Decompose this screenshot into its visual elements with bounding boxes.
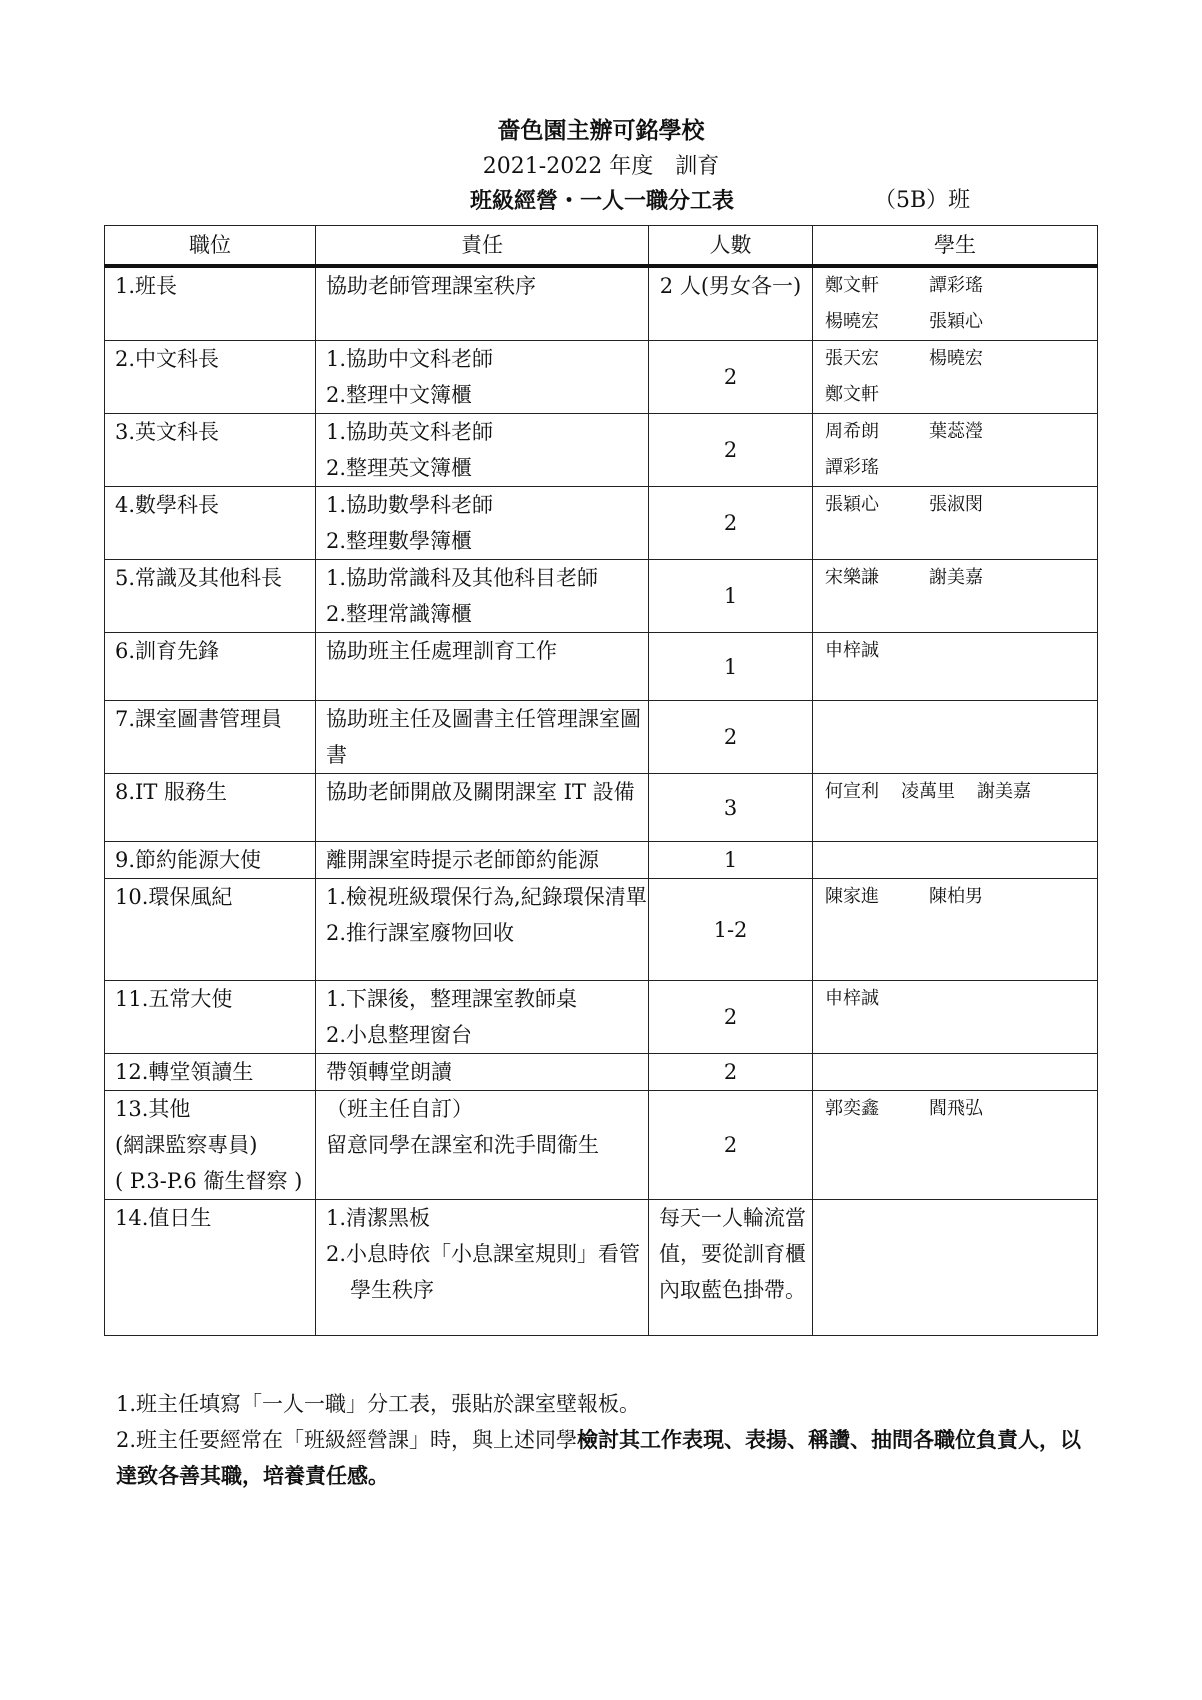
duty-item: 協助班主任處理訓育工作 <box>326 639 557 663</box>
position-label: 11.五常大使 <box>115 987 233 1011</box>
table-row <box>105 560 1098 633</box>
duty-item: 2.小息時依「小息課室規則」看管學生秩序 <box>326 1242 641 1302</box>
duty-item: 協助老師管理課室秩序 <box>326 274 536 298</box>
note-2 <box>116 1422 1096 1494</box>
position-label: 9.節約能源大使 <box>115 848 262 872</box>
student-name: 張穎心 <box>929 311 983 332</box>
duty-item: 留意同學在課室和洗手間衞生 <box>326 1133 599 1157</box>
sheet-title: 班級經營・一人一職分工表 <box>470 188 735 214</box>
student-name: 申梓誠 <box>825 640 879 661</box>
count-cell: 2 <box>649 1091 813 1200</box>
student-name: 鄭文軒 <box>825 275 879 296</box>
table-header-row <box>105 226 1098 267</box>
duty-item: 1.協助英文科老師 <box>326 420 494 444</box>
note-1: 1.班主任填寫「一人一職」分工表，張貼於課室壁報板。 <box>116 1392 641 1416</box>
duty-item: 1.下課後，整理課室教師桌 <box>326 987 578 1011</box>
duties-cell <box>316 341 649 414</box>
year-department: 2021-2022 年度 訓育 <box>482 154 720 179</box>
table-row <box>105 633 1098 701</box>
duties-cell <box>316 701 649 774</box>
count-cell: 1 <box>649 842 813 879</box>
duties-cell <box>316 560 649 633</box>
duty-item: 1.清潔黑板 <box>326 1206 431 1230</box>
school-name: 嗇色園主辦可銘學校 <box>497 117 705 144</box>
student-line <box>825 341 1097 377</box>
duties-cell <box>316 981 649 1054</box>
duty-item: 協助老師開啟及關閉課室 IT 設備 <box>326 780 635 804</box>
student-name: 陳柏男 <box>929 886 983 907</box>
student-line <box>825 377 1097 413</box>
duty-item: 1.協助數學科老師 <box>326 493 494 517</box>
duty-table <box>104 225 1098 1336</box>
student-name: 陳家進 <box>825 886 879 907</box>
count-cell: 2 <box>649 1054 813 1091</box>
student-name: 申梓誠 <box>825 988 879 1009</box>
position-label: 3.英文科長 <box>115 420 220 444</box>
students-cell <box>813 341 1098 414</box>
duties-cell <box>316 1091 649 1200</box>
duty-item: 2.推行課室廢物回收 <box>326 921 515 945</box>
duties-cell <box>316 1054 649 1091</box>
count-cell: 3 <box>649 774 813 842</box>
position-label: 6.訓育先鋒 <box>115 639 220 663</box>
position-label: 4.數學科長 <box>115 493 220 517</box>
count-cell: 每天一人輪流當值，要從訓育櫃內取藍色掛帶。 <box>649 1200 813 1336</box>
position-cell <box>105 1054 316 1091</box>
duty-item: 2.整理中文簿櫃 <box>326 383 473 407</box>
student-name: 張穎心 <box>825 494 879 515</box>
position-cell <box>105 414 316 487</box>
position-label: 2.中文科長 <box>115 347 220 371</box>
duty-item: 2.整理英文簿櫃 <box>326 456 473 480</box>
students-cell <box>813 1091 1098 1200</box>
students-cell <box>813 633 1098 701</box>
table-row <box>105 774 1098 842</box>
student-name: 謝美嘉 <box>977 781 1031 802</box>
position-cell <box>105 981 316 1054</box>
duty-item: 離開課室時提示老師節約能源 <box>326 848 599 872</box>
count-cell: 2 <box>649 981 813 1054</box>
position-cell <box>105 879 316 981</box>
table-row <box>105 266 1098 341</box>
header-duties: 責任 <box>316 226 649 267</box>
count-cell: 1 <box>649 633 813 701</box>
duty-item: 2.整理常識簿櫃 <box>326 602 473 626</box>
notes <box>116 1386 1096 1494</box>
position-cell <box>105 774 316 842</box>
position-label: 8.IT 服務生 <box>115 780 228 804</box>
position-label: 12.轉堂領讀生 <box>115 1060 254 1084</box>
table-row <box>105 1200 1098 1336</box>
position-label: ( P.3-P.6 衞生督察 ) <box>115 1169 303 1193</box>
student-name: 周希朗 <box>825 421 879 442</box>
count-cell: 2 <box>649 487 813 560</box>
student-line <box>825 633 1097 669</box>
student-name: 凌萬里 <box>901 781 955 802</box>
position-cell <box>105 701 316 774</box>
duties-cell <box>316 414 649 487</box>
class-label: （5B）班 <box>874 188 971 213</box>
table-row <box>105 879 1098 981</box>
table-row <box>105 1091 1098 1200</box>
student-line <box>825 1091 1097 1127</box>
students-cell <box>813 487 1098 560</box>
student-name: 楊曉宏 <box>825 311 879 332</box>
duties-cell <box>316 266 649 341</box>
students-cell <box>813 981 1098 1054</box>
students-cell <box>813 774 1098 842</box>
student-line <box>825 304 1097 340</box>
duty-item: 1.協助常識科及其他科目老師 <box>326 566 599 590</box>
position-cell <box>105 633 316 701</box>
duty-item: 1.檢視班級環保行為,紀錄環保清單 <box>326 885 647 909</box>
position-label: 10.環保風紀 <box>115 885 233 909</box>
student-line <box>825 268 1097 304</box>
duty-item: 1.協助中文科老師 <box>326 347 494 371</box>
position-label: 14.值日生 <box>115 1206 212 1230</box>
student-name: 何宣利 <box>825 781 879 802</box>
students-cell <box>813 701 1098 774</box>
students-cell <box>813 560 1098 633</box>
position-label: 13.其他 <box>115 1097 191 1121</box>
count-cell: 2 人(男女各一) <box>649 266 813 341</box>
position-label: 7.課室圖書管理員 <box>115 707 283 731</box>
student-name: 譚彩瑤 <box>929 275 983 296</box>
table-row <box>105 1054 1098 1091</box>
student-line <box>825 981 1097 1017</box>
student-name: 張天宏 <box>825 348 879 369</box>
position-cell <box>105 842 316 879</box>
student-name: 葉蕊瀅 <box>929 421 983 442</box>
table-row <box>105 981 1098 1054</box>
position-cell <box>105 341 316 414</box>
students-cell <box>813 1054 1098 1091</box>
table-row <box>105 842 1098 879</box>
students-cell <box>813 1200 1098 1336</box>
duties-cell <box>316 774 649 842</box>
position-cell <box>105 266 316 341</box>
table-row <box>105 487 1098 560</box>
students-cell <box>813 266 1098 341</box>
student-name: 郭奕鑫 <box>825 1098 879 1119</box>
count-cell: 2 <box>649 414 813 487</box>
note-2-plain: 2.班主任要經常在「班級經營課」時，與上述同學 <box>116 1428 578 1452</box>
header-count: 人數 <box>649 226 813 267</box>
position-label: (網課監察專員) <box>115 1133 258 1157</box>
student-line <box>825 450 1097 486</box>
position-cell <box>105 1091 316 1200</box>
header-students: 學生 <box>813 226 1098 267</box>
duty-item: 協助班主任及圖書主任管理課室圖書 <box>326 707 641 767</box>
position-cell <box>105 1200 316 1336</box>
count-cell: 2 <box>649 341 813 414</box>
count-cell: 1-2 <box>649 879 813 981</box>
student-name: 謝美嘉 <box>929 567 983 588</box>
student-name: 鄭文軒 <box>825 384 879 405</box>
student-name: 宋樂謙 <box>825 567 879 588</box>
students-cell <box>813 879 1098 981</box>
header-position: 職位 <box>105 226 316 267</box>
table-row <box>105 414 1098 487</box>
position-label: 5.常識及其他科長 <box>115 566 283 590</box>
duties-cell <box>316 879 649 981</box>
duties-cell <box>316 1200 649 1336</box>
position-label: 1.班長 <box>115 274 178 298</box>
duties-cell <box>316 487 649 560</box>
student-line <box>825 487 1097 523</box>
duty-item: 2.整理數學簿櫃 <box>326 529 473 553</box>
table-row <box>105 701 1098 774</box>
note-2-bold: 檢討其工作表現、表揚、稱讚、抽問各職位負責人，以達致各善其職，培養責任感。 <box>116 1427 1082 1488</box>
duty-item: 2.小息整理窗台 <box>326 1023 473 1047</box>
duty-item: 帶領轉堂朗讀 <box>326 1060 452 1084</box>
student-name: 譚彩瑤 <box>825 457 879 478</box>
duties-cell <box>316 633 649 701</box>
count-cell: 2 <box>649 701 813 774</box>
count-cell: 1 <box>649 560 813 633</box>
student-name: 楊曉宏 <box>929 348 983 369</box>
student-name: 張淑閔 <box>929 494 983 515</box>
student-line <box>825 879 1097 915</box>
student-name: 閻飛弘 <box>929 1098 983 1119</box>
duty-table-body <box>105 266 1098 1336</box>
student-line <box>825 560 1097 596</box>
table-row <box>105 341 1098 414</box>
position-cell <box>105 560 316 633</box>
students-cell <box>813 842 1098 879</box>
duties-cell <box>316 842 649 879</box>
students-cell <box>813 414 1098 487</box>
student-line <box>825 774 1097 810</box>
duty-item: （班主任自訂） <box>326 1097 473 1121</box>
position-cell <box>105 487 316 560</box>
student-line <box>825 414 1097 450</box>
